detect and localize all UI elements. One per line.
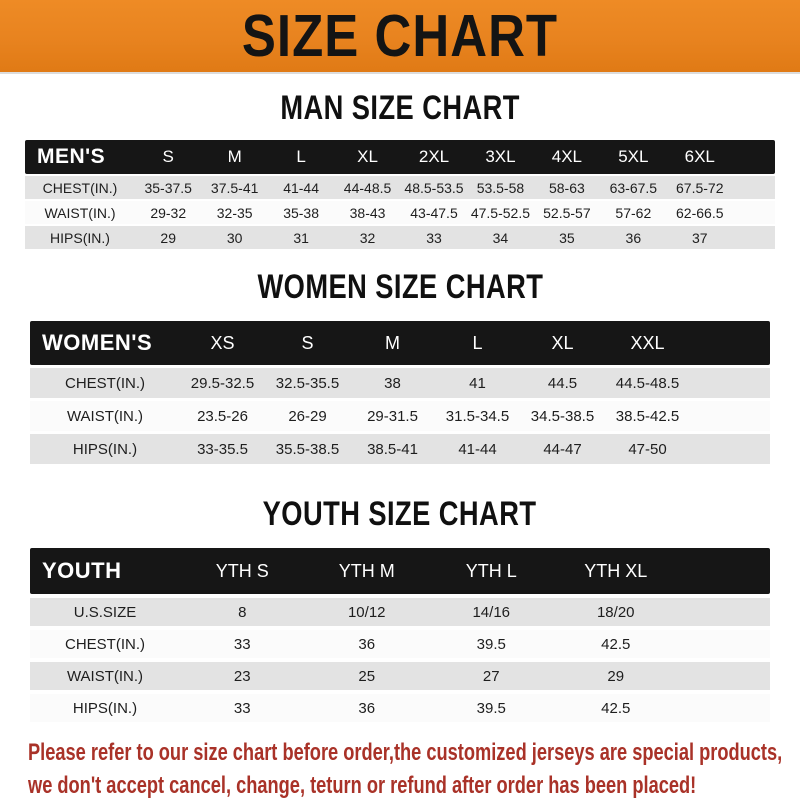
size-cell: 39.5 (476, 699, 506, 717)
size-cell: 33-35.5 (197, 440, 248, 458)
men-heading-text: MAN SIZE CHART (280, 87, 520, 128)
column-header: S (162, 147, 174, 166)
women-section-heading (0, 266, 800, 307)
column-header: YTH XL (584, 560, 648, 581)
size-cell: 36 (625, 229, 642, 246)
column-header: 4XL (551, 147, 582, 166)
size-cell: 33 (426, 229, 442, 246)
column-header: M (227, 147, 242, 166)
column-header: YTH M (338, 560, 395, 581)
size-cell: 47.5-52.5 (470, 204, 531, 221)
size-cell: 34 (492, 229, 509, 246)
column-header: XXL (630, 332, 665, 353)
youth-corner-label: YOUTH (42, 558, 122, 583)
disclaimer-note (28, 736, 800, 802)
size-cell: 29 (607, 667, 625, 685)
size-cell: 31 (293, 229, 309, 246)
size-cell: 23 (233, 667, 251, 685)
size-cell: 27 (482, 667, 500, 685)
row-label: CHEST(IN.) (65, 374, 145, 392)
size-cell: 41-44 (458, 440, 497, 458)
size-cell: 35.5-38.5 (275, 440, 340, 458)
youth-table-header (30, 548, 770, 594)
women-waist-row (30, 401, 770, 431)
size-cell: 32-35 (216, 204, 253, 221)
size-cell: 35 (559, 229, 575, 246)
women-heading-text: WOMEN SIZE CHART (257, 266, 543, 307)
size-cell: 29-32 (150, 204, 187, 221)
women-hips-row (30, 434, 770, 464)
size-cell: 37 (691, 229, 708, 246)
size-cell: 10/12 (347, 603, 386, 621)
row-label: HIPS(IN.) (72, 699, 138, 717)
size-cell: 29.5-32.5 (190, 374, 255, 392)
column-header: L (472, 332, 483, 353)
size-cell: 52.5-57 (543, 204, 591, 221)
men-size-table (25, 140, 775, 249)
size-cell: 44.5-48.5 (615, 374, 680, 392)
size-cell: 25 (358, 667, 376, 685)
size-cell: 38.5-41 (367, 440, 418, 458)
column-header: YTH L (465, 560, 517, 581)
size-cell: 42.5 (601, 699, 631, 717)
column-header: 6XL (684, 147, 715, 166)
women-size-table (30, 321, 770, 464)
size-cell: 30 (226, 229, 243, 246)
youth-waist-row (30, 662, 770, 690)
size-cell: 41 (469, 374, 486, 392)
size-cell: 41-44 (283, 179, 319, 196)
column-header: XS (210, 332, 235, 353)
men-chest-row (25, 176, 775, 199)
size-cell: 44-47 (543, 440, 582, 458)
men-section-heading (0, 87, 800, 128)
size-cell: 53.5-58 (476, 179, 525, 196)
size-cell: 34.5-38.5 (530, 407, 595, 425)
women-chest-row (30, 368, 770, 398)
size-cell: 36 (358, 699, 376, 717)
column-header: L (296, 147, 306, 166)
size-cell: 8 (238, 603, 247, 621)
column-header: YTH S (215, 560, 269, 581)
size-cell: 29-31.5 (367, 407, 418, 425)
size-cell: 44.5 (547, 374, 578, 392)
size-cell: 39.5 (476, 635, 506, 653)
column-header: 2XL (418, 147, 450, 166)
size-cell: 62-66.5 (676, 204, 724, 221)
size-cell: 42.5 (601, 635, 631, 653)
size-cell: 23.5-26 (197, 407, 248, 425)
size-cell: 33 (233, 699, 251, 717)
size-cell: 31.5-34.5 (445, 407, 510, 425)
size-cell: 38 (384, 374, 401, 392)
row-label: CHEST(IN.) (42, 179, 118, 196)
men-corner-label: MEN'S (37, 145, 106, 168)
row-label: WAIST(IN.) (66, 667, 144, 685)
column-header: 5XL (618, 147, 649, 166)
row-label: U.S.SIZE (73, 603, 137, 621)
men-hips-row (25, 226, 775, 249)
disclaimer-line-1: Please refer to our size chart before order,the customized jerseys are special products, (28, 739, 783, 766)
size-cell: 38-43 (349, 204, 386, 221)
men-waist-row (25, 201, 775, 224)
row-label: WAIST(IN.) (66, 407, 144, 425)
size-cell: 18/20 (596, 603, 635, 621)
size-cell: 63-67.5 (609, 179, 658, 196)
size-cell: 14/16 (472, 603, 511, 621)
youth-heading-text: YOUTH SIZE CHART (263, 493, 537, 534)
size-cell: 29 (160, 229, 176, 246)
size-cell: 58-63 (548, 179, 585, 196)
column-header: 3XL (485, 147, 516, 166)
size-cell: 47-50 (628, 440, 667, 458)
size-cell: 32.5-35.5 (275, 374, 340, 392)
youth-size-table (30, 548, 770, 722)
size-cell: 57-62 (615, 204, 652, 221)
size-cell: 44-48.5 (343, 179, 392, 196)
size-cell: 36 (358, 635, 376, 653)
size-cell: 26-29 (288, 407, 327, 425)
row-label: CHEST(IN.) (65, 635, 145, 653)
women-table-header (30, 321, 770, 365)
youth-hips-row (30, 694, 770, 722)
women-corner-label: WOMEN'S (42, 330, 153, 355)
page-title: SIZE CHART (241, 2, 559, 70)
men-table-header (25, 140, 775, 174)
column-header: XL (357, 147, 378, 166)
size-cell: 32 (359, 229, 376, 246)
size-cell: 48.5-53.5 (404, 179, 464, 196)
youth-section-heading (0, 493, 800, 534)
size-cell: 37.5-41 (210, 179, 259, 196)
disclaimer-line-2: we don't accept cancel, change, teturn or refund after order has been placed! (28, 772, 697, 799)
youth-ussize-row (30, 598, 770, 626)
size-cell: 33 (233, 635, 251, 653)
column-header: M (385, 332, 400, 353)
size-cell: 38.5-42.5 (615, 407, 680, 425)
youth-chest-row (30, 630, 770, 658)
size-cell: 35-38 (283, 204, 319, 221)
size-cell: 43-47.5 (410, 204, 458, 221)
row-label: WAIST(IN.) (44, 204, 116, 221)
size-cell: 35-37.5 (144, 179, 192, 196)
row-label: HIPS(IN.) (72, 440, 138, 458)
column-header: S (301, 332, 314, 353)
column-header: XL (551, 332, 574, 353)
row-label: HIPS(IN.) (50, 229, 110, 246)
title-banner (0, 0, 800, 74)
size-cell: 67.5-72 (676, 179, 724, 196)
